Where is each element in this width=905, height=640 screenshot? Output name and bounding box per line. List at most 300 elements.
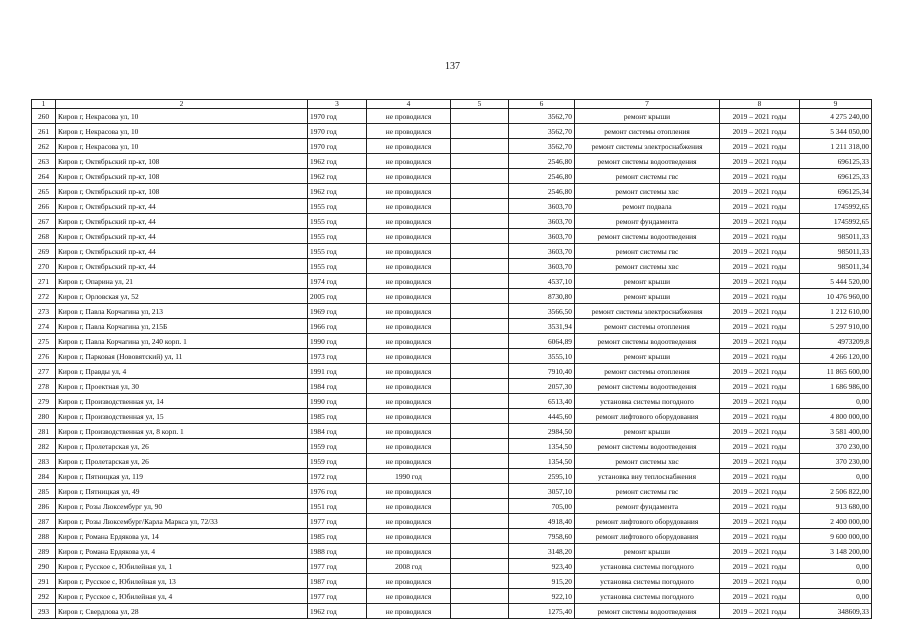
work-type-cell: ремонт системы водоотведения: [575, 229, 720, 244]
period-cell: 2019 – 2021 годы: [720, 274, 800, 289]
address-cell: Киров г, Производственная ул, 8 корп. 1: [56, 424, 308, 439]
extra-cell: [451, 124, 509, 139]
address-cell: Киров г, Пятницкая ул, 49: [56, 484, 308, 499]
work-type-cell: ремонт подвала: [575, 199, 720, 214]
table-row: [32, 334, 872, 349]
cost-cell: 1 686 986,00: [800, 379, 872, 394]
extra-cell: [451, 454, 509, 469]
cost-cell: 1745992,65: [800, 199, 872, 214]
period-cell: 2019 – 2021 годы: [720, 109, 800, 124]
cost-cell: 10 476 960,00: [800, 289, 872, 304]
last-repair-year-cell: не проводился: [367, 109, 451, 124]
cost-cell: 4 275 240,00: [800, 109, 872, 124]
work-type-cell: ремонт фундамента: [575, 499, 720, 514]
column-header-2: 2: [56, 100, 308, 109]
area-cell: 3603,70: [509, 229, 575, 244]
address-cell: Киров г, Русское с, Юбилейная ул, 1: [56, 559, 308, 574]
row-number-cell: 265: [32, 184, 56, 199]
row-number-cell: 268: [32, 229, 56, 244]
area-cell: 7910,40: [509, 364, 575, 379]
work-type-cell: установка системы погодного: [575, 574, 720, 589]
table-row: [32, 364, 872, 379]
cost-cell: 2 400 000,00: [800, 514, 872, 529]
area-cell: 1354,50: [509, 454, 575, 469]
build-year-cell: 1985 год: [308, 529, 367, 544]
area-cell: 2595,10: [509, 469, 575, 484]
table-row: [32, 124, 872, 139]
address-cell: Киров г, Производственная ул, 14: [56, 394, 308, 409]
cost-cell: 696125,34: [800, 184, 872, 199]
cost-cell: 0,00: [800, 394, 872, 409]
address-cell: Киров г, Правды ул, 4: [56, 364, 308, 379]
table-row: [32, 244, 872, 259]
page-number: 137: [445, 61, 460, 72]
address-cell: Киров г, Пятницкая ул, 119: [56, 469, 308, 484]
extra-cell: [451, 349, 509, 364]
area-cell: 3562,70: [509, 109, 575, 124]
last-repair-year-cell: не проводился: [367, 334, 451, 349]
extra-cell: [451, 559, 509, 574]
last-repair-year-cell: не проводился: [367, 214, 451, 229]
work-type-cell: ремонт лифтового оборудования: [575, 409, 720, 424]
extra-cell: [451, 274, 509, 289]
table-body: [32, 109, 872, 619]
build-year-cell: 1970 год: [308, 139, 367, 154]
table-row: [32, 349, 872, 364]
period-cell: 2019 – 2021 годы: [720, 424, 800, 439]
address-cell: Киров г, Октябрьский пр-кт, 44: [56, 214, 308, 229]
build-year-cell: 1977 год: [308, 559, 367, 574]
extra-cell: [451, 214, 509, 229]
last-repair-year-cell: не проводился: [367, 439, 451, 454]
work-type-cell: ремонт системы хвс: [575, 184, 720, 199]
address-cell: Киров г, Производственная ул, 15: [56, 409, 308, 424]
area-cell: 3603,70: [509, 259, 575, 274]
extra-cell: [451, 544, 509, 559]
period-cell: 2019 – 2021 годы: [720, 259, 800, 274]
period-cell: 2019 – 2021 годы: [720, 334, 800, 349]
column-header-6: 6: [509, 100, 575, 109]
work-type-cell: ремонт крыши: [575, 424, 720, 439]
row-number-cell: 269: [32, 244, 56, 259]
work-type-cell: ремонт крыши: [575, 274, 720, 289]
row-number-cell: 286: [32, 499, 56, 514]
cost-cell: 5 297 910,00: [800, 319, 872, 334]
last-repair-year-cell: не проводился: [367, 259, 451, 274]
period-cell: 2019 – 2021 годы: [720, 154, 800, 169]
row-number-cell: 263: [32, 154, 56, 169]
last-repair-year-cell: не проводился: [367, 229, 451, 244]
table-row: [32, 229, 872, 244]
extra-cell: [451, 169, 509, 184]
last-repair-year-cell: не проводился: [367, 499, 451, 514]
last-repair-year-cell: не проводился: [367, 529, 451, 544]
table-row: [32, 604, 872, 619]
address-cell: Киров г, Октябрьский пр-кт, 108: [56, 169, 308, 184]
row-number-cell: 289: [32, 544, 56, 559]
table-row: [32, 424, 872, 439]
last-repair-year-cell: не проводился: [367, 364, 451, 379]
build-year-cell: 1962 год: [308, 604, 367, 619]
row-number-cell: 285: [32, 484, 56, 499]
address-cell: Киров г, Октябрьский пр-кт, 108: [56, 184, 308, 199]
build-year-cell: 1955 год: [308, 244, 367, 259]
period-cell: 2019 – 2021 годы: [720, 364, 800, 379]
table-row: [32, 154, 872, 169]
work-type-cell: установка системы погодного: [575, 559, 720, 574]
row-number-cell: 293: [32, 604, 56, 619]
build-year-cell: 1977 год: [308, 589, 367, 604]
address-cell: Киров г, Пролетарская ул, 26: [56, 454, 308, 469]
last-repair-year-cell: не проводился: [367, 184, 451, 199]
work-type-cell: ремонт системы гвс: [575, 244, 720, 259]
row-number-cell: 260: [32, 109, 56, 124]
build-year-cell: 1962 год: [308, 154, 367, 169]
build-year-cell: 1969 год: [308, 304, 367, 319]
area-cell: 1275,40: [509, 604, 575, 619]
row-number-cell: 272: [32, 289, 56, 304]
period-cell: 2019 – 2021 годы: [720, 574, 800, 589]
cost-cell: 1 211 318,00: [800, 139, 872, 154]
table-row: [32, 184, 872, 199]
table-row: [32, 439, 872, 454]
work-type-cell: ремонт системы отопления: [575, 319, 720, 334]
row-number-cell: 284: [32, 469, 56, 484]
extra-cell: [451, 199, 509, 214]
build-year-cell: 1977 год: [308, 514, 367, 529]
period-cell: 2019 – 2021 годы: [720, 229, 800, 244]
table-row: [32, 514, 872, 529]
area-cell: 2546,80: [509, 154, 575, 169]
work-type-cell: ремонт системы электроснабжения: [575, 139, 720, 154]
build-year-cell: 1951 год: [308, 499, 367, 514]
last-repair-year-cell: не проводился: [367, 199, 451, 214]
build-year-cell: 1966 год: [308, 319, 367, 334]
extra-cell: [451, 379, 509, 394]
period-cell: 2019 – 2021 годы: [720, 319, 800, 334]
period-cell: 2019 – 2021 годы: [720, 559, 800, 574]
cost-cell: 3 581 400,00: [800, 424, 872, 439]
column-header-8: 8: [720, 100, 800, 109]
area-cell: 3603,70: [509, 199, 575, 214]
area-cell: 8730,80: [509, 289, 575, 304]
row-number-cell: 291: [32, 574, 56, 589]
period-cell: 2019 – 2021 годы: [720, 169, 800, 184]
area-cell: 6064,89: [509, 334, 575, 349]
extra-cell: [451, 229, 509, 244]
build-year-cell: 1987 год: [308, 574, 367, 589]
area-cell: 3057,10: [509, 484, 575, 499]
last-repair-year-cell: не проводился: [367, 274, 451, 289]
extra-cell: [451, 484, 509, 499]
period-cell: 2019 – 2021 годы: [720, 199, 800, 214]
address-cell: Киров г, Пролетарская ул, 26: [56, 439, 308, 454]
build-year-cell: 1972 год: [308, 469, 367, 484]
work-type-cell: ремонт крыши: [575, 544, 720, 559]
extra-cell: [451, 604, 509, 619]
table-row: [32, 109, 872, 124]
column-header-3: 3: [308, 100, 367, 109]
row-number-cell: 279: [32, 394, 56, 409]
period-cell: 2019 – 2021 годы: [720, 439, 800, 454]
row-number-cell: 266: [32, 199, 56, 214]
row-number-cell: 281: [32, 424, 56, 439]
last-repair-year-cell: не проводился: [367, 124, 451, 139]
build-year-cell: 1955 год: [308, 199, 367, 214]
address-cell: Киров г, Романа Ердякова ул, 4: [56, 544, 308, 559]
area-cell: 7958,60: [509, 529, 575, 544]
build-year-cell: 1955 год: [308, 229, 367, 244]
period-cell: 2019 – 2021 годы: [720, 589, 800, 604]
column-header-7: 7: [575, 100, 720, 109]
table-row: [32, 259, 872, 274]
work-type-cell: ремонт системы гвс: [575, 484, 720, 499]
build-year-cell: 1985 год: [308, 409, 367, 424]
table-row: [32, 319, 872, 334]
row-number-cell: 288: [32, 529, 56, 544]
row-number-cell: 278: [32, 379, 56, 394]
work-type-cell: ремонт системы водоотведения: [575, 439, 720, 454]
last-repair-year-cell: не проводился: [367, 424, 451, 439]
work-type-cell: ремонт крыши: [575, 289, 720, 304]
period-cell: 2019 – 2021 годы: [720, 244, 800, 259]
period-cell: 2019 – 2021 годы: [720, 184, 800, 199]
row-number-cell: 273: [32, 304, 56, 319]
column-header-5: 5: [451, 100, 509, 109]
last-repair-year-cell: не проводился: [367, 139, 451, 154]
last-repair-year-cell: 2008 год: [367, 559, 451, 574]
address-cell: Киров г, Романа Ердякова ул, 14: [56, 529, 308, 544]
last-repair-year-cell: не проводился: [367, 484, 451, 499]
row-number-cell: 271: [32, 274, 56, 289]
cost-cell: 1745992,65: [800, 214, 872, 229]
period-cell: 2019 – 2021 годы: [720, 529, 800, 544]
last-repair-year-cell: не проводился: [367, 454, 451, 469]
area-cell: 6513,40: [509, 394, 575, 409]
row-number-cell: 287: [32, 514, 56, 529]
cost-cell: 0,00: [800, 589, 872, 604]
period-cell: 2019 – 2021 годы: [720, 304, 800, 319]
repair-program-table: [31, 99, 872, 619]
work-type-cell: ремонт системы водоотведения: [575, 604, 720, 619]
build-year-cell: 1959 год: [308, 439, 367, 454]
row-number-cell: 264: [32, 169, 56, 184]
work-type-cell: установка системы погодного: [575, 589, 720, 604]
last-repair-year-cell: не проводился: [367, 409, 451, 424]
column-header-9: 9: [800, 100, 872, 109]
address-cell: Киров г, Розы Люксембург/Карла Маркса ул, 72/33: [56, 514, 308, 529]
table-row: [32, 529, 872, 544]
last-repair-year-cell: не проводился: [367, 244, 451, 259]
address-cell: Киров г, Павла Корчагина ул, 213: [56, 304, 308, 319]
extra-cell: [451, 514, 509, 529]
work-type-cell: ремонт системы водоотведения: [575, 154, 720, 169]
cost-cell: 370 230,00: [800, 439, 872, 454]
cost-cell: 4973209,8: [800, 334, 872, 349]
area-cell: 3566,50: [509, 304, 575, 319]
row-number-cell: 290: [32, 559, 56, 574]
period-cell: 2019 – 2021 годы: [720, 469, 800, 484]
period-cell: 2019 – 2021 годы: [720, 394, 800, 409]
period-cell: 2019 – 2021 годы: [720, 484, 800, 499]
last-repair-year-cell: не проводился: [367, 379, 451, 394]
last-repair-year-cell: не проводился: [367, 514, 451, 529]
build-year-cell: 1970 год: [308, 109, 367, 124]
row-number-cell: 274: [32, 319, 56, 334]
build-year-cell: 2005 год: [308, 289, 367, 304]
table-row: [32, 484, 872, 499]
row-number-cell: 270: [32, 259, 56, 274]
table-row: [32, 289, 872, 304]
cost-cell: 0,00: [800, 559, 872, 574]
area-cell: 4537,10: [509, 274, 575, 289]
area-cell: 922,10: [509, 589, 575, 604]
extra-cell: [451, 184, 509, 199]
cost-cell: 0,00: [800, 469, 872, 484]
table-row: [32, 544, 872, 559]
cost-cell: 1 212 610,00: [800, 304, 872, 319]
period-cell: 2019 – 2021 годы: [720, 514, 800, 529]
cost-cell: 5 344 050,00: [800, 124, 872, 139]
last-repair-year-cell: не проводился: [367, 604, 451, 619]
table-row: [32, 589, 872, 604]
address-cell: Киров г, Октябрьский пр-кт, 44: [56, 229, 308, 244]
address-cell: Киров г, Павла Корчагина ул, 240 корп. 1: [56, 334, 308, 349]
work-type-cell: ремонт системы хвс: [575, 259, 720, 274]
period-cell: 2019 – 2021 годы: [720, 124, 800, 139]
period-cell: 2019 – 2021 годы: [720, 289, 800, 304]
row-number-cell: 261: [32, 124, 56, 139]
table-row: [32, 559, 872, 574]
cost-cell: 985011,33: [800, 244, 872, 259]
cost-cell: 4 800 000,00: [800, 409, 872, 424]
area-cell: 2546,80: [509, 169, 575, 184]
address-cell: Киров г, Парковая (Нововятский) ул, 11: [56, 349, 308, 364]
area-cell: 3531,94: [509, 319, 575, 334]
area-cell: 3148,20: [509, 544, 575, 559]
address-cell: Киров г, Свердлова ул, 28: [56, 604, 308, 619]
table-row: [32, 409, 872, 424]
area-cell: 3562,70: [509, 124, 575, 139]
period-cell: 2019 – 2021 годы: [720, 409, 800, 424]
last-repair-year-cell: не проводился: [367, 574, 451, 589]
address-cell: Киров г, Опарина ул, 21: [56, 274, 308, 289]
row-number-cell: 275: [32, 334, 56, 349]
build-year-cell: 1984 год: [308, 379, 367, 394]
area-cell: 705,00: [509, 499, 575, 514]
row-number-cell: 283: [32, 454, 56, 469]
build-year-cell: 1974 год: [308, 274, 367, 289]
extra-cell: [451, 424, 509, 439]
work-type-cell: ремонт системы электроснабжения: [575, 304, 720, 319]
row-number-cell: 280: [32, 409, 56, 424]
table-header: [32, 100, 872, 109]
period-cell: 2019 – 2021 годы: [720, 454, 800, 469]
area-cell: 2984,50: [509, 424, 575, 439]
column-header-1: 1: [32, 100, 56, 109]
work-type-cell: ремонт крыши: [575, 349, 720, 364]
cost-cell: 9 600 000,00: [800, 529, 872, 544]
area-cell: 4445,60: [509, 409, 575, 424]
extra-cell: [451, 139, 509, 154]
address-cell: Киров г, Русское с, Юбилейная ул, 4: [56, 589, 308, 604]
row-number-cell: 282: [32, 439, 56, 454]
extra-cell: [451, 304, 509, 319]
work-type-cell: ремонт системы водоотведения: [575, 334, 720, 349]
extra-cell: [451, 319, 509, 334]
address-cell: Киров г, Орловская ул, 52: [56, 289, 308, 304]
extra-cell: [451, 469, 509, 484]
row-number-cell: 292: [32, 589, 56, 604]
extra-cell: [451, 499, 509, 514]
period-cell: 2019 – 2021 годы: [720, 604, 800, 619]
address-cell: Киров г, Павла Корчагина ул, 215Б: [56, 319, 308, 334]
row-number-cell: 267: [32, 214, 56, 229]
work-type-cell: установка системы погодного: [575, 394, 720, 409]
table-row: [32, 139, 872, 154]
row-number-cell: 262: [32, 139, 56, 154]
extra-cell: [451, 409, 509, 424]
work-type-cell: установка вну теплоснабжения: [575, 469, 720, 484]
cost-cell: 4 266 120,00: [800, 349, 872, 364]
last-repair-year-cell: не проводился: [367, 349, 451, 364]
cost-cell: 370 230,00: [800, 454, 872, 469]
period-cell: 2019 – 2021 годы: [720, 544, 800, 559]
cost-cell: 696125,33: [800, 169, 872, 184]
last-repair-year-cell: не проводился: [367, 394, 451, 409]
address-cell: Киров г, Розы Люксембург ул, 90: [56, 499, 308, 514]
area-cell: 3562,70: [509, 139, 575, 154]
table-row: [32, 454, 872, 469]
build-year-cell: 1955 год: [308, 259, 367, 274]
work-type-cell: ремонт системы отопления: [575, 364, 720, 379]
table-row: [32, 379, 872, 394]
period-cell: 2019 – 2021 годы: [720, 349, 800, 364]
build-year-cell: 1962 год: [308, 169, 367, 184]
build-year-cell: 1970 год: [308, 124, 367, 139]
cost-cell: 11 865 600,00: [800, 364, 872, 379]
area-cell: 3603,70: [509, 244, 575, 259]
cost-cell: 913 680,00: [800, 499, 872, 514]
extra-cell: [451, 589, 509, 604]
build-year-cell: 1962 год: [308, 184, 367, 199]
work-type-cell: ремонт фундамента: [575, 214, 720, 229]
cost-cell: 5 444 520,00: [800, 274, 872, 289]
cost-cell: 0,00: [800, 574, 872, 589]
area-cell: 3555,10: [509, 349, 575, 364]
last-repair-year-cell: не проводился: [367, 154, 451, 169]
work-type-cell: ремонт системы гвс: [575, 169, 720, 184]
last-repair-year-cell: не проводился: [367, 319, 451, 334]
address-cell: Киров г, Некрасова ул, 10: [56, 124, 308, 139]
cost-cell: 985011,34: [800, 259, 872, 274]
table-row: [32, 274, 872, 289]
table-row: [32, 214, 872, 229]
row-number-cell: 277: [32, 364, 56, 379]
extra-cell: [451, 259, 509, 274]
build-year-cell: 1991 год: [308, 364, 367, 379]
build-year-cell: 1984 год: [308, 424, 367, 439]
period-cell: 2019 – 2021 годы: [720, 379, 800, 394]
last-repair-year-cell: не проводился: [367, 289, 451, 304]
cost-cell: 985011,33: [800, 229, 872, 244]
extra-cell: [451, 439, 509, 454]
work-type-cell: ремонт лифтового оборудования: [575, 514, 720, 529]
address-cell: Киров г, Некрасова ул, 10: [56, 109, 308, 124]
build-year-cell: 1973 год: [308, 349, 367, 364]
last-repair-year-cell: 1990 год: [367, 469, 451, 484]
work-type-cell: ремонт системы водоотведения: [575, 379, 720, 394]
